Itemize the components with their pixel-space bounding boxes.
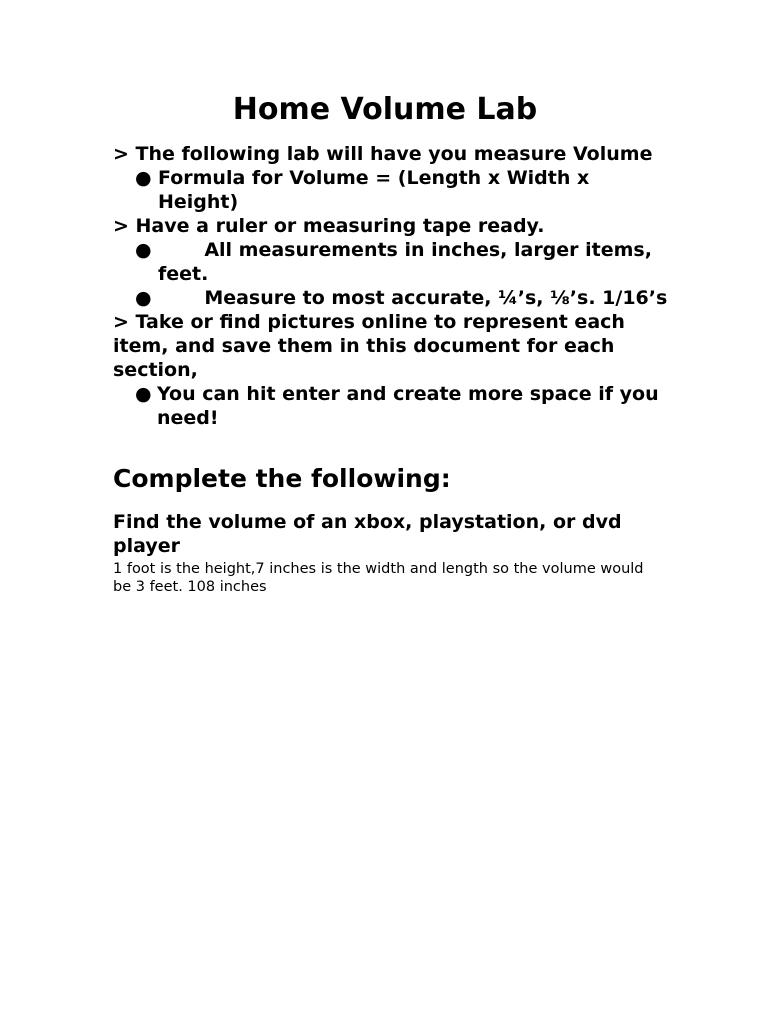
measure-bullet-2-text: Measure to most accurate, ¼’s, ⅛’s. 1/16’s xyxy=(158,287,668,309)
document-title: Home Volume Lab xyxy=(232,92,538,127)
bullet-glyph: ● xyxy=(135,239,152,261)
measure-bullet-1-text: All measurements in inches, larger items, feet. xyxy=(158,239,659,285)
space-bullet-text: You can hit enter and create more space if you need! xyxy=(157,383,659,429)
answer-1[interactable]: 1 foot is the height,7 inches is the width and length so the volume would be 3 feet. 108 inches xyxy=(113,561,644,595)
ruler-line: > Have a ruler or measuring tape ready. xyxy=(113,215,545,237)
intro-line: > The following lab will have you measure Volume xyxy=(113,143,653,165)
formula-bullet-text: Formula for Volume = (Length x Width x Height) xyxy=(158,167,590,213)
bullet-glyph: ● xyxy=(135,383,152,405)
space-bullet xyxy=(135,382,673,430)
measure-bullet-2 xyxy=(135,286,673,310)
document-page xyxy=(113,92,673,596)
formula-bullet xyxy=(135,166,673,214)
section-heading: Complete the following: xyxy=(113,464,451,493)
bullet-glyph: ● xyxy=(135,167,152,189)
question-1: Find the volume of an xbox, playstation, or dvd player xyxy=(113,511,622,557)
bullet-glyph: ● xyxy=(135,287,152,309)
pictures-line: > Take or find pictures online to represent each item, and save them in this document for each section, xyxy=(113,311,625,381)
measure-bullet-1 xyxy=(135,238,673,286)
